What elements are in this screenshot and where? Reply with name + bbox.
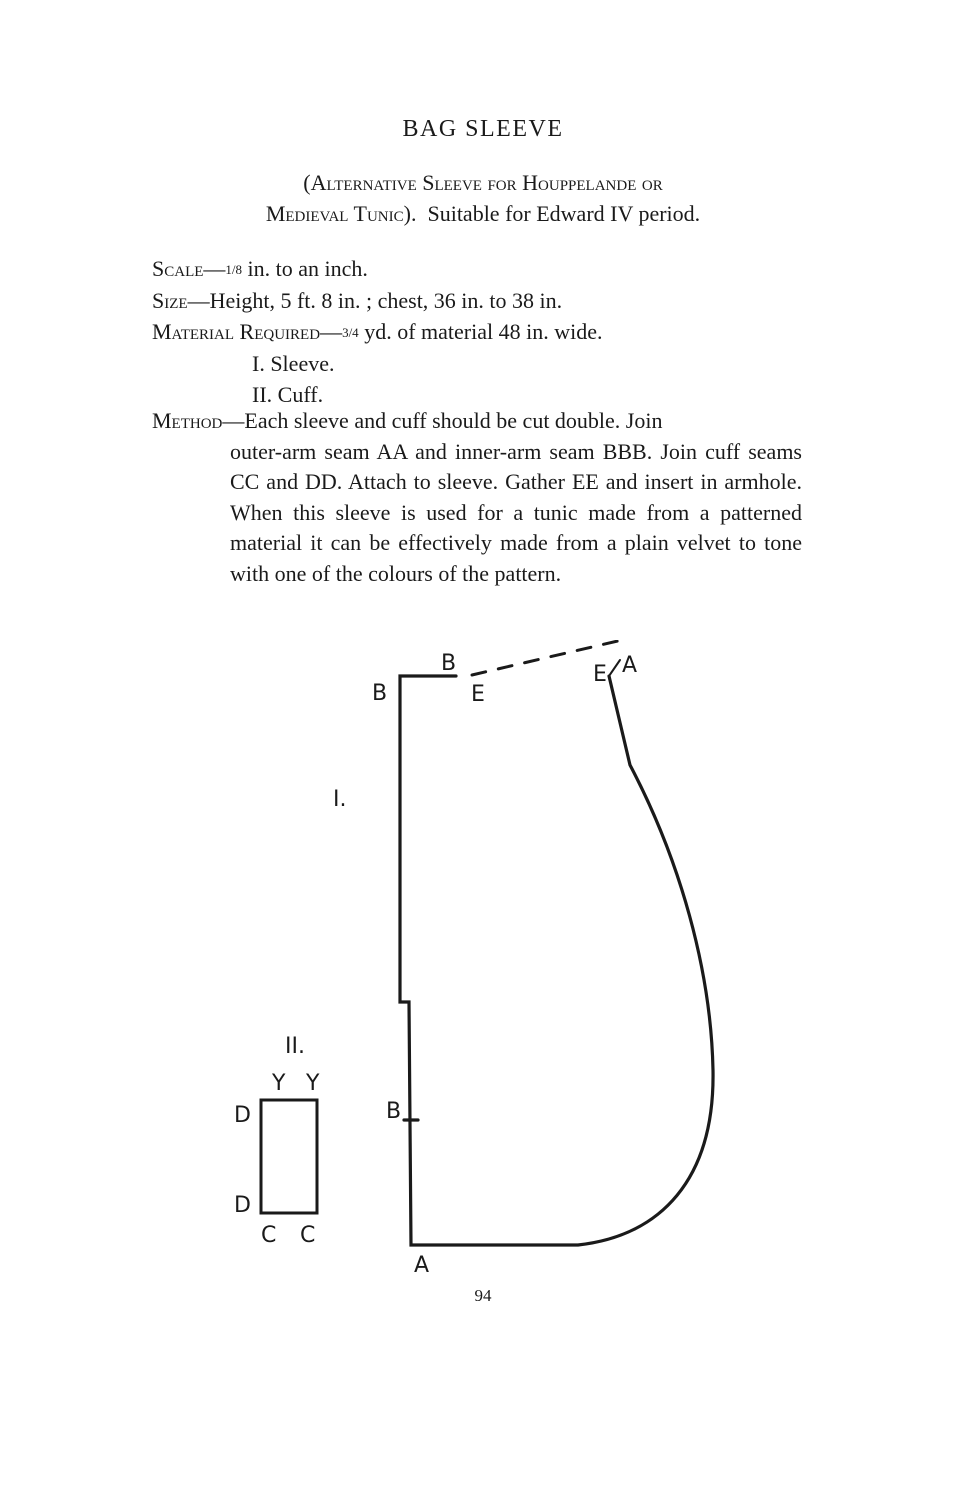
subtitle-period: Suitable for Edward IV period.	[427, 201, 701, 226]
label-sleeve-number: I.	[333, 787, 347, 812]
label-e-right: E	[593, 662, 607, 687]
page-number: 94	[474, 1286, 492, 1305]
method-body: outer-arm seam AA and inner-arm seam BBB. Join cuff seams CC and DD. Attach to sleeve. Gather EE and insert in armhole. When this sleeve is used for a tunic made from a patterned material it can be effectively made from a plain velvet to tone with one of the colours of the pattern.	[230, 438, 802, 586]
sleeve-pattern	[400, 640, 713, 1245]
label-a-bottom: A	[414, 1253, 430, 1278]
label-b-mid: B	[386, 1099, 402, 1124]
label-e-left: E	[471, 682, 485, 707]
method-label: Method	[152, 408, 223, 433]
cuff-pattern	[261, 1100, 317, 1213]
label-a-top: A	[622, 653, 638, 678]
label-b-left: B	[372, 681, 388, 706]
method-first-line: Method—Each sleeve and cuff should be cut double. Join	[152, 408, 663, 433]
size-label: Size	[152, 288, 188, 313]
label-c-2: C	[300, 1223, 316, 1248]
scale-row: Scale—1/8 in. to an inch.	[152, 253, 602, 285]
material-row: Material Required—3/4 yd. of material 48 in. wide.	[152, 316, 602, 348]
method-first-text: Each sleeve and cuff should be cut double. Join	[244, 408, 663, 433]
method-section	[152, 406, 802, 589]
label-d-top: D	[234, 1103, 251, 1128]
subtitle-line-1: (Alternative Sleeve for Houppelande or	[303, 170, 663, 195]
label-c-1: C	[261, 1223, 277, 1248]
scale-fraction: 1/8	[225, 262, 243, 277]
subtitle	[0, 167, 966, 229]
page-title: BAG SLEEVE	[402, 116, 564, 142]
material-label: Material Required	[152, 319, 321, 344]
label-d-bottom: D	[234, 1193, 251, 1218]
size-value: Height, 5 ft. 8 in. ; chest, 36 in. to 38 in.	[209, 288, 563, 313]
material-value: yd. of material 48 in. wide.	[358, 319, 603, 344]
part-cuff: II. Cuff.	[252, 382, 324, 407]
part-sleeve: I. Sleeve.	[252, 351, 335, 376]
size-row: Size—Height, 5 ft. 8 in. ; chest, 36 in. to 38 in.	[152, 288, 563, 313]
subtitle-tunic: Medieval Tunic).	[265, 201, 417, 226]
scale-value: in. to an inch.	[242, 256, 368, 281]
label-y-2: Y	[306, 1071, 320, 1096]
pattern-diagram	[0, 640, 966, 1280]
label-y-1: Y	[272, 1071, 286, 1096]
label-cuff-number: II.	[285, 1034, 305, 1059]
scale-label: Scale	[152, 256, 204, 281]
sleeve-e-mark	[609, 660, 620, 676]
specifications	[152, 253, 602, 410]
subtitle-line-2	[0, 198, 966, 229]
label-b-top: B	[441, 651, 457, 676]
material-fraction: 3/4	[342, 325, 359, 340]
sleeve-outline	[400, 676, 713, 1245]
